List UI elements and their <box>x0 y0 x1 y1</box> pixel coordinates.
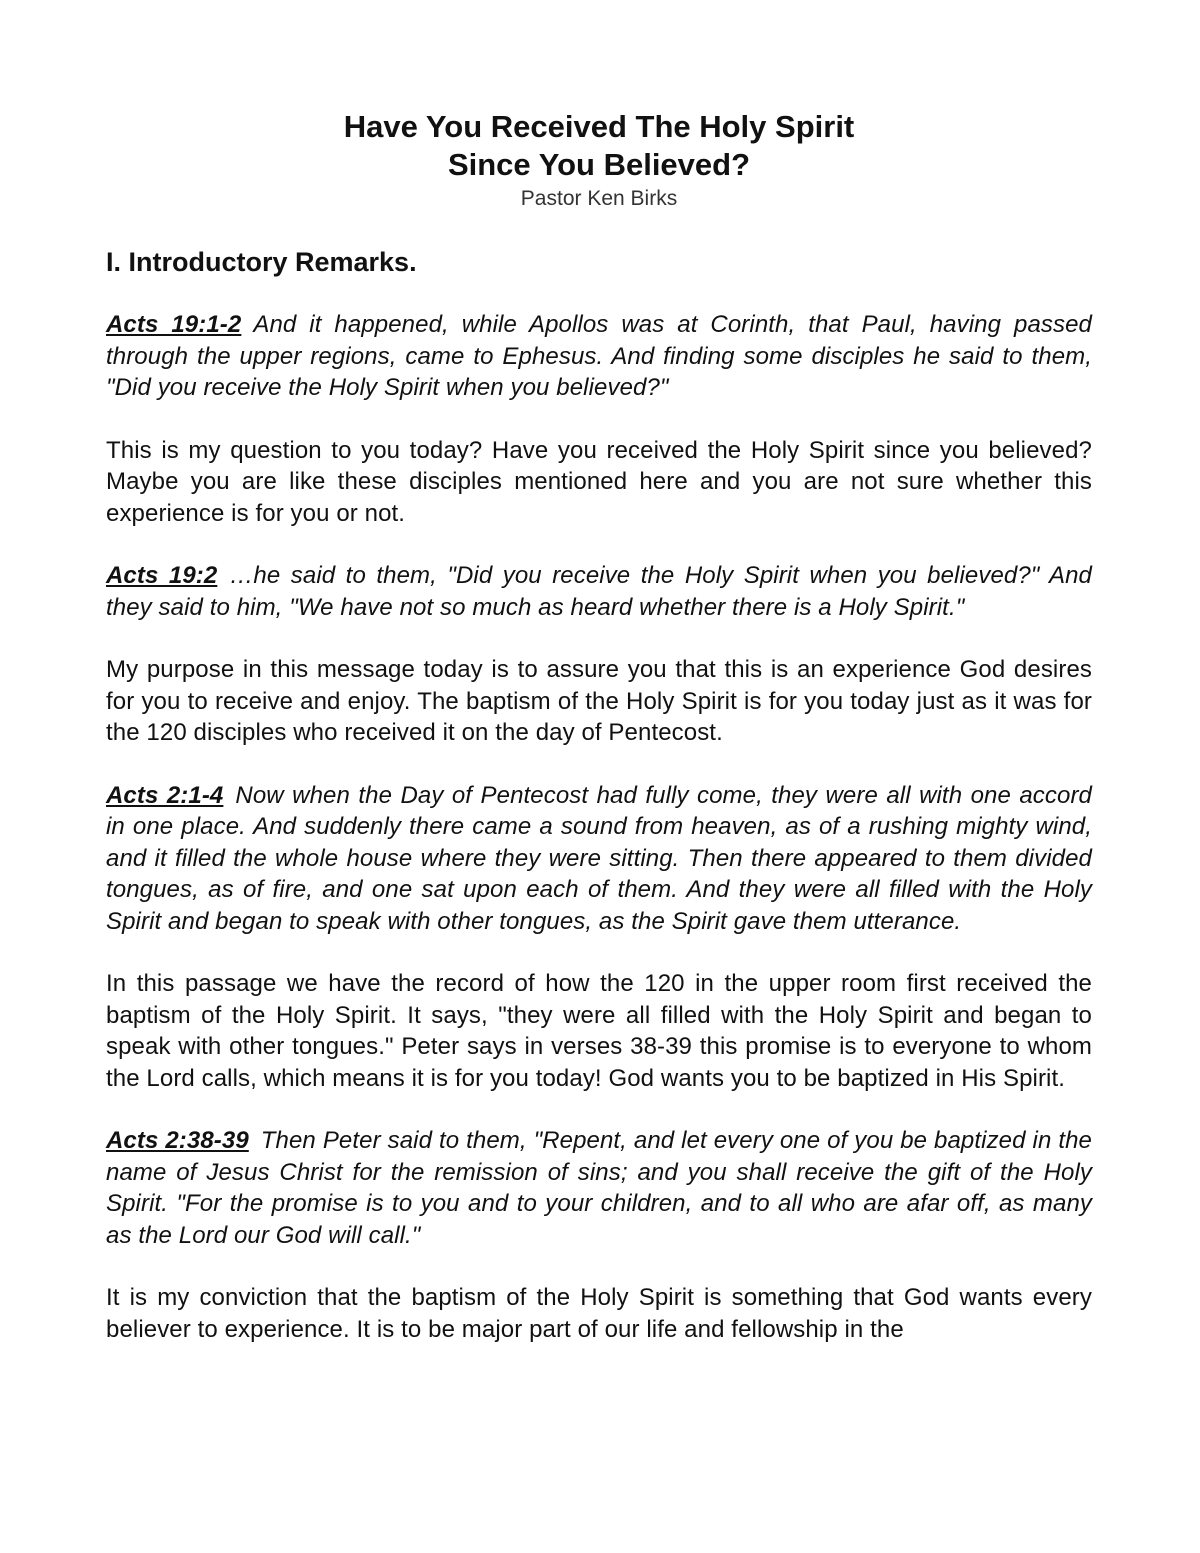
scripture-reference: Acts 19:1-2 <box>106 311 242 338</box>
scripture-paragraph <box>106 780 1092 938</box>
title-line-2: Since You Believed? <box>447 147 751 182</box>
document-page <box>106 108 1092 1345</box>
author-byline: Pastor Ken Birks <box>520 187 678 210</box>
body-paragraph: In this passage we have the record of how the 120 in the upper room first received the baptism of the Holy Spirit. It says, "they were all filled with the Holy Spirit and began to speak with other tongues." Peter says in verses 38-39 this promise is to everyone to whom the Lord calls, which means it is for you today! God wants you to be baptized in His Spirit. <box>106 970 1092 1092</box>
scripture-paragraph <box>106 1125 1092 1251</box>
document-title <box>106 108 1092 184</box>
body-paragraph: It is my conviction that the baptism of the Holy Spirit is something that God wants every believer to experience. It is to be major part of our life and fellowship in the <box>106 1284 1092 1343</box>
scripture-reference: Acts 2:38-39 <box>106 1127 249 1154</box>
body-paragraph: This is my question to you today? Have you received the Holy Spirit since you believed? Maybe you are like these disciples mentioned here and you are not sure whether this experience is for you or not. <box>106 436 1092 527</box>
scripture-reference: Acts 2:1-4 <box>106 781 224 809</box>
body-paragraph: My purpose in this message today is to assure you that this is an experience God desires for you to receive and enjoy. The baptism of the Holy Spirit is for you today just as it was for the 120 disciples who received it on the day of Pentecost. <box>106 656 1092 746</box>
title-line-1: Have You Received The Holy Spirit <box>343 109 855 144</box>
scripture-text: Then Peter said to them, "Repent, and let every one of you be baptized in the name of Jesus Christ for the remission of sins; and you shall receive the gift of the Holy Spirit. "For the promise is to you and to your children, and to all who are afar off, as many as the Lord our God will call." <box>106 1127 1092 1249</box>
section-heading: I. Introductory Remarks. <box>106 247 417 277</box>
scripture-paragraph <box>106 309 1092 404</box>
scripture-text: …he said to them, "Did you receive the Holy Spirit when you believed?" And they said to him, "We have not so much as heard whether there is a Holy Spirit." <box>106 562 1092 621</box>
scripture-reference: Acts 19:2 <box>106 562 218 589</box>
scripture-paragraph <box>106 560 1092 623</box>
scripture-text: Now when the Day of Pentecost had fully come, they were all with one accord in one place. And suddenly there came a sound from heaven, as of a rushing mighty wind, and it filled the whole house where they were sitting. Then there appeared to them divided tongues, as of fire, and one sat upon each of them. And they were all filled with the Holy Spirit and began to speak with other tongues, as the Spirit gave them utterance. <box>106 781 1092 935</box>
scripture-text: And it happened, while Apollos was at Corinth, that Paul, having passed through the upper regions, came to Ephesus. And finding some disciples he said to them, "Did you receive the Holy Spirit when you believed?" <box>106 311 1092 401</box>
